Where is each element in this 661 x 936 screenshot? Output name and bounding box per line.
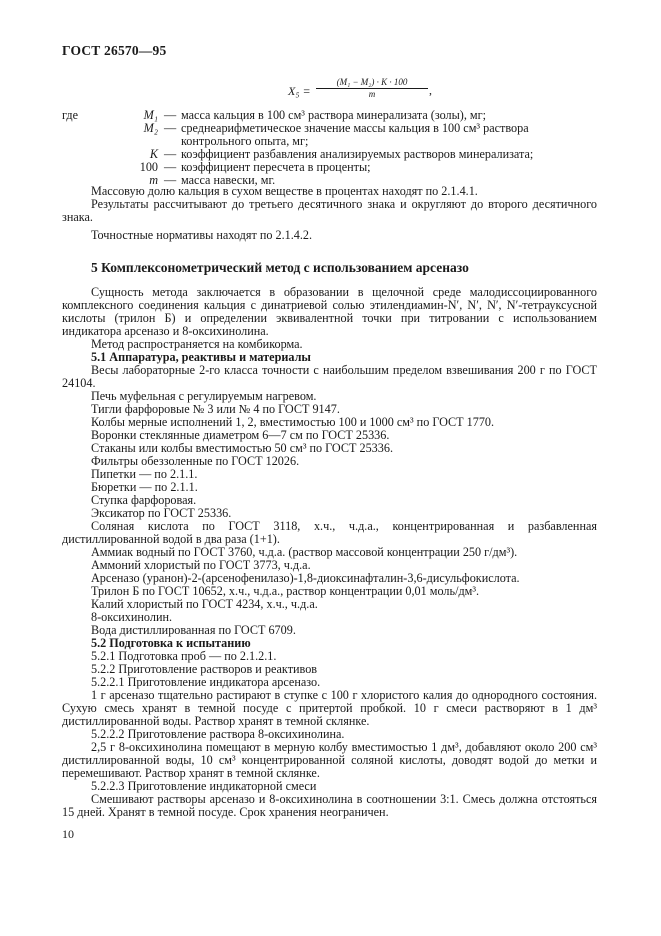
formula-numerator: (M₁ − M₂) · K · 100 <box>316 77 428 89</box>
paragraph: 8-оксихинолин. <box>91 610 173 624</box>
paragraph: Соляная кислота по ГОСТ 3118, х.ч., ч.д.а., концентрированная и разбавленная дистиллированной водой в два раза (1+1). <box>62 519 597 546</box>
section-body <box>62 286 597 819</box>
definition-dash: — <box>164 173 177 187</box>
formula-denominator: m <box>368 89 376 99</box>
paragraph: Результаты рассчитывают до третьего десятичного знака и округляют до второго десятичного знака. <box>62 197 597 224</box>
paragraph: Пипетки — по 2.1.1. <box>91 467 198 481</box>
paragraph: Эксикатор по ГОСТ 25336. <box>91 506 232 520</box>
paragraph: Весы лабораторные 2-го класса точности с наибольшим пределом взвешивания 200 г по ГОСТ 24104. <box>62 363 597 390</box>
paragraph: Колбы мерные исполнений 1, 2, вместимостью 100 и 1000 см³ по ГОСТ 1770. <box>91 415 495 429</box>
document-header: ГОСТ 26570—95 <box>62 43 167 58</box>
paragraph: Печь муфельная с регулируемым нагревом. <box>91 389 317 403</box>
definition-text: коэффициент пересчета в проценты; <box>181 160 371 174</box>
subsection-heading: 5.1 Аппаратура, реактивы и материалы <box>91 350 311 364</box>
definition-dash: — <box>164 147 177 161</box>
paragraph: Бюретки — по 2.1.1. <box>91 480 198 494</box>
formula-tail: , <box>429 83 432 97</box>
definition-text: масса кальция в 100 см³ раствора минерализата (золы), мг; <box>181 108 487 122</box>
definition-dash: — <box>164 160 177 174</box>
paragraph: Калий хлористый по ГОСТ 4234, х.ч., ч.д.а. <box>91 597 318 611</box>
definition-symbol: m <box>149 173 158 187</box>
definition-text: коэффициент разбавления анализируемых растворов минерализата; <box>181 147 534 161</box>
paragraph: Воронки стеклянные диаметром 6—7 см по ГОСТ 25336. <box>91 428 390 442</box>
paragraph: 2,5 г 8-оксихинолина помещают в мерную колбу вместимостью 1 дм³, добавляют около 200 см³ дистиллированной воды, 10 см³ концентрированной соляной кислоты, доводят водой до метки и перемешивают. Раствор хранят в темной склянке. <box>62 740 597 780</box>
paragraph: 5.2.2 Приготовление растворов и реактивов <box>91 662 318 676</box>
paragraph: Арсеназо (уранон)-2-(арсенофенилазо)-1,8-диоксинафталин-3,6-дисульфокислота. <box>91 571 520 585</box>
paragraph: Фильтры обеззоленные по ГОСТ 12026. <box>91 454 300 468</box>
section-title: 5 Комплексонометрический метод с использованием арсеназо <box>91 260 469 275</box>
paragraph: Метод распространяется на комбикорма. <box>91 337 303 351</box>
formula-lhs: X₅ = <box>288 84 311 98</box>
definition-row <box>62 161 602 174</box>
paragraph: Аммоний хлористый по ГОСТ 3773, ч.д.а. <box>91 558 311 572</box>
results-paragraphs <box>62 185 597 242</box>
subsection-heading: 5.2 Подготовка к испытанию <box>91 636 251 650</box>
paragraph: Массовую долю кальция в сухом веществе в процентах находят по 2.1.4.1. <box>91 184 478 198</box>
definition-dash: — <box>164 121 177 135</box>
paragraph: Смешивают растворы арсеназо и 8-оксихинолина в соотношении 3:1. Смесь должна отстояться 15 дней. Хранят в темной посуде. Срок хранения неограничен. <box>62 792 597 819</box>
definition-symbol: K <box>149 147 158 161</box>
paragraph: 5.2.2.2 Приготовление раствора 8-оксихинолина. <box>91 727 345 741</box>
paragraph: 5.2.2.1 Приготовление индикатора арсеназо. <box>91 675 321 689</box>
definition-prefix: где <box>62 108 79 122</box>
definition-symbol: M₁ <box>143 108 158 122</box>
definition-symbol: 100 <box>139 160 158 174</box>
paragraph: Точностные нормативы находят по 2.1.4.2. <box>91 228 313 242</box>
paragraph: Трилон Б по ГОСТ 10652, х.ч., ч.д.а., раствор концентрации 0,01 моль/дм³. <box>91 584 480 598</box>
paragraph: Сущность метода заключается в образовании в щелочной среде малодиссоциированного комплексного соединения кальция с динатриевой солью этилендиамин-N′, N′, N′, N′-тетрауксусной кислоты (трилон Б) и определении эквивалентной точки при титровании с использованием индикатора арсеназо и 8-оксихинолина. <box>62 285 597 338</box>
definition-text: масса навески, мг. <box>181 173 276 187</box>
paragraph: 1 г арсеназо тщательно растирают в ступке с 100 г хлористого калия до однородного состояния. Сухую смесь хранят в темной посуде с притертой пробкой. 10 г смеси растворяют в 1 дм³ дистиллированной воды. Раствор хранят в темной склянке. <box>62 688 597 728</box>
paragraph: Стаканы или колбы вместимостью 50 см³ по ГОСТ 25336. <box>91 441 394 455</box>
definition-dash: — <box>164 108 177 122</box>
paragraph: Аммиак водный по ГОСТ 3760, ч.д.а. (раствор массовой концентрации 250 г/дм³). <box>91 545 518 559</box>
definition-row <box>62 122 602 148</box>
paragraph: Ступка фарфоровая. <box>91 493 197 507</box>
paragraph: 5.2.2.3 Приготовление индикаторной смеси <box>91 779 317 793</box>
formula-fraction <box>316 77 428 100</box>
variable-definitions <box>62 109 602 187</box>
paragraph: 5.2.1 Подготовка проб — по 2.1.2.1. <box>91 649 277 663</box>
definition-text: среднеарифметическое значение массы кальция в 100 см³ раствора контрольного опыта, мг; <box>181 121 529 148</box>
paragraph: Тигли фарфоровые № 3 или № 4 по ГОСТ 9147. <box>91 402 340 416</box>
page-number: 10 <box>62 827 74 841</box>
definition-symbol: M₂ <box>143 121 158 135</box>
paragraph: Вода дистиллированная по ГОСТ 6709. <box>91 623 296 637</box>
